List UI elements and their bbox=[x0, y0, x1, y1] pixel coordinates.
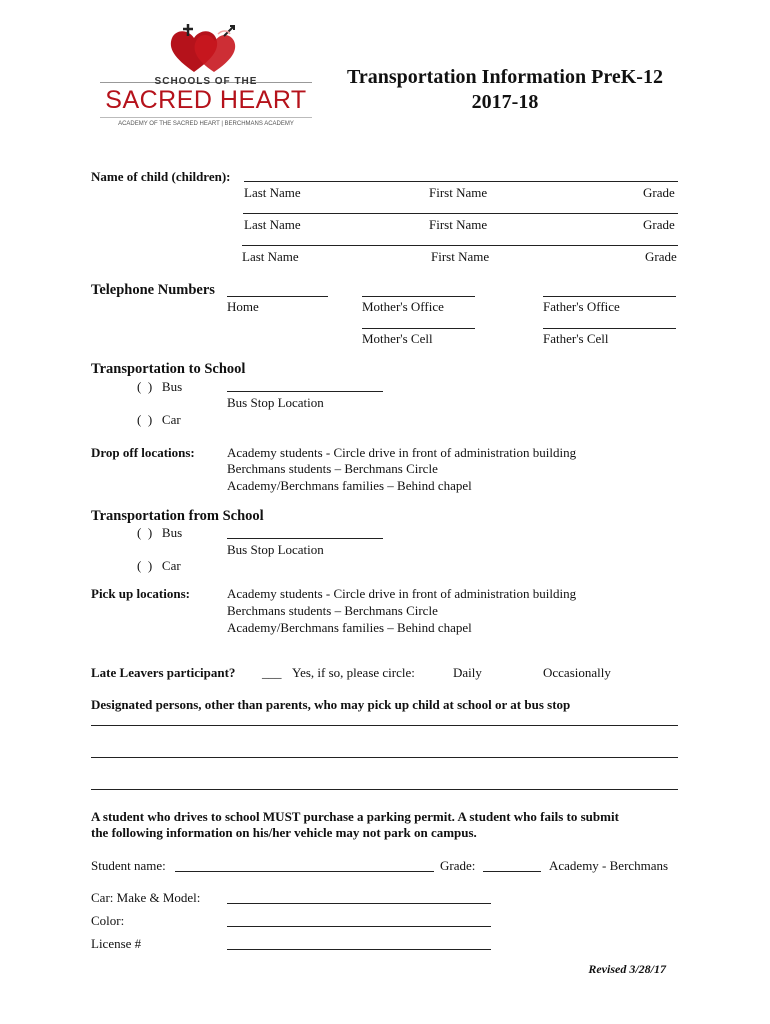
car-line[interactable] bbox=[227, 903, 491, 904]
first-name-label: First Name bbox=[429, 217, 488, 232]
child-name-line-3[interactable] bbox=[242, 245, 678, 246]
mothers-office-label: Mother's Office bbox=[362, 299, 444, 314]
drop-off-location-2: Berchmans students – Berchmans Circle bbox=[227, 461, 438, 476]
to-school-bus-stop-label: Bus Stop Location bbox=[227, 395, 324, 410]
school-choice[interactable]: Academy - Berchmans bbox=[549, 858, 669, 873]
child-name-line-1[interactable] bbox=[244, 181, 678, 182]
telephone-label: Telephone Numbers bbox=[91, 282, 215, 298]
mothers-cell-label: Mother's Cell bbox=[362, 331, 433, 346]
to-school-title: Transportation to School bbox=[91, 361, 246, 377]
from-school-title: Transportation from School bbox=[91, 508, 264, 524]
late-leavers-question: Yes, if so, please circle: bbox=[292, 665, 415, 680]
drop-off-location-1: Academy students - Circle drive in front of administration building bbox=[227, 445, 577, 460]
designated-persons-label: Designated persons, other than parents, who may pick up child at school or at bus stop bbox=[91, 697, 571, 712]
fathers-office-label: Father's Office bbox=[543, 299, 620, 314]
child-name-line-2[interactable] bbox=[243, 213, 678, 214]
grade-label: Grade bbox=[643, 217, 675, 232]
license-label: License # bbox=[91, 936, 142, 951]
last-name-label: Last Name bbox=[244, 185, 301, 200]
school-logo bbox=[96, 22, 316, 134]
student-grade-line[interactable] bbox=[483, 871, 541, 872]
page-title: Transportation Information PreK-12 bbox=[347, 66, 663, 88]
designated-line-2[interactable] bbox=[91, 757, 678, 758]
drop-off-location-3: Academy/Berchmans families – Behind chapel bbox=[227, 478, 472, 493]
color-line[interactable] bbox=[227, 926, 491, 927]
logo-main-text: SACRED HEART bbox=[105, 86, 307, 114]
home-phone-line[interactable] bbox=[227, 296, 328, 297]
license-line[interactable] bbox=[227, 949, 491, 950]
late-leavers-daily[interactable]: Daily bbox=[453, 665, 482, 680]
from-school-car-option[interactable]: ( ) Car bbox=[137, 558, 181, 573]
pick-up-location-3: Academy/Berchmans families – Behind chapel bbox=[227, 620, 472, 635]
fathers-office-line[interactable] bbox=[543, 296, 676, 297]
fathers-cell-label: Father's Cell bbox=[543, 331, 609, 346]
from-school-bus-stop-label: Bus Stop Location bbox=[227, 542, 324, 557]
last-name-label: Last Name bbox=[244, 217, 301, 232]
student-name-label: Student name: bbox=[91, 858, 166, 873]
grade-label: Grade bbox=[643, 185, 675, 200]
logo-sub-text: ACADEMY OF THE SACRED HEART | BERCHMANS ACADEMY bbox=[118, 121, 294, 127]
grade-label: Grade bbox=[645, 249, 677, 264]
student-grade-label: Grade: bbox=[440, 858, 476, 873]
to-school-bus-stop-line[interactable] bbox=[227, 391, 383, 392]
late-leavers-label: Late Leavers participant? bbox=[91, 665, 236, 680]
fathers-cell-line[interactable] bbox=[543, 328, 676, 329]
mothers-cell-line[interactable] bbox=[362, 328, 475, 329]
late-leavers-occasionally[interactable]: Occasionally bbox=[543, 665, 611, 680]
mothers-office-line[interactable] bbox=[362, 296, 475, 297]
from-school-bus-stop-line[interactable] bbox=[227, 538, 383, 539]
first-name-label: First Name bbox=[431, 249, 490, 264]
car-label: Car: Make & Model: bbox=[91, 890, 201, 905]
student-name-line[interactable] bbox=[175, 871, 434, 872]
home-phone-label: Home bbox=[227, 299, 259, 314]
hearts-icon bbox=[166, 22, 246, 74]
pick-up-label: Pick up locations: bbox=[91, 586, 190, 601]
parking-notice-line-2: the following information on his/her vehicle may not park on campus. bbox=[91, 825, 477, 840]
logo-top-text: SCHOOLS OF THE bbox=[154, 76, 258, 87]
drop-off-label: Drop off locations: bbox=[91, 445, 195, 460]
page-year: 2017-18 bbox=[471, 91, 539, 113]
revised-date: Revised 3/28/17 bbox=[588, 962, 666, 976]
child-name-label: Name of child (children): bbox=[91, 169, 231, 184]
to-school-bus-option[interactable]: ( ) Bus bbox=[137, 379, 183, 394]
from-school-bus-option[interactable]: ( ) Bus bbox=[137, 525, 183, 540]
first-name-label: First Name bbox=[429, 185, 488, 200]
last-name-label: Last Name bbox=[242, 249, 299, 264]
color-label: Color: bbox=[91, 913, 125, 928]
parking-notice-line-1: A student who drives to school MUST purchase a parking permit. A student who fails to submit bbox=[91, 809, 619, 824]
pick-up-location-1: Academy students - Circle drive in front of administration building bbox=[227, 586, 577, 601]
pick-up-location-2: Berchmans students – Berchmans Circle bbox=[227, 603, 438, 618]
to-school-car-option[interactable]: ( ) Car bbox=[137, 412, 181, 427]
designated-line-3[interactable] bbox=[91, 789, 678, 790]
designated-line-1[interactable] bbox=[91, 725, 678, 726]
late-leavers-blank[interactable]: ___ bbox=[262, 665, 282, 680]
